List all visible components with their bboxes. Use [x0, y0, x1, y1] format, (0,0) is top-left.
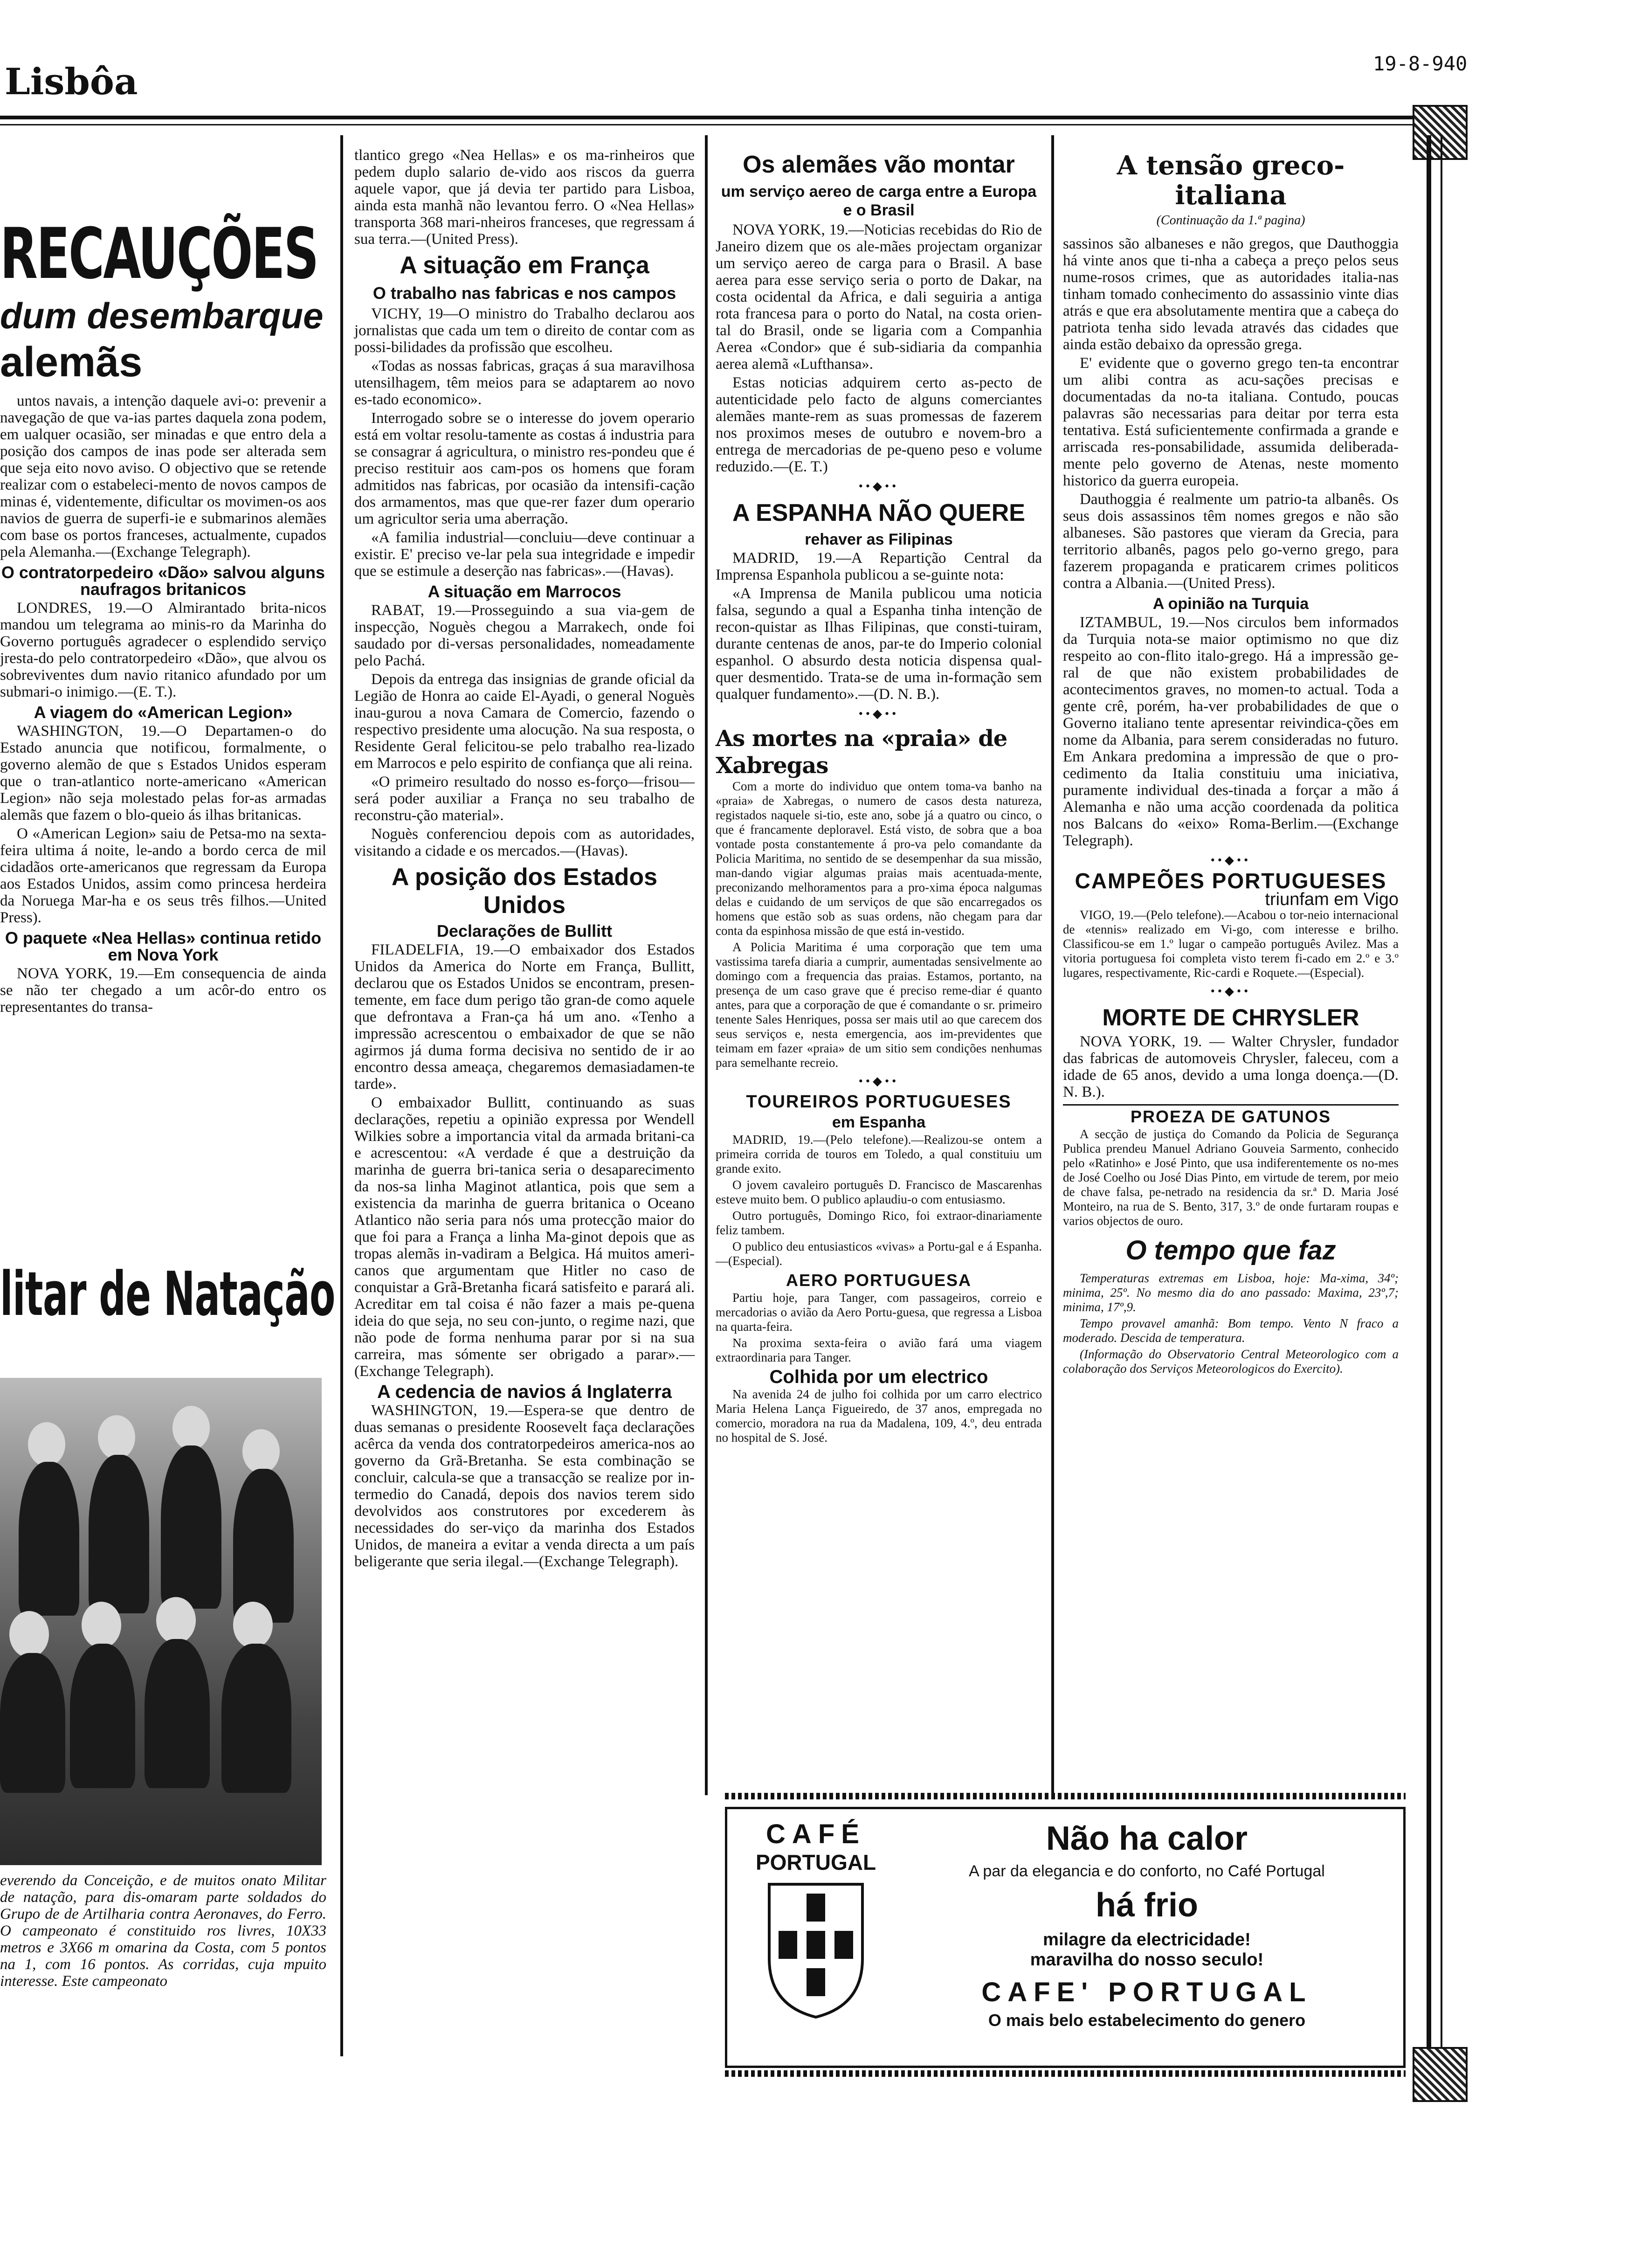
ad-line: milagre da electricidade! — [1043, 1930, 1251, 1950]
article-heading: O contratorpedeiro «Dão» salvou alguns naufragos britanicos — [1, 563, 325, 599]
article-text: WASHINGTON, 19.—Espera-se que dentro de duas semanas o presidente Roosevelt faça declarações acêrca da venda dos contratorpedeiros america-nos ao governo da Grã-Bretanha. Se esta combinação se concluir, calcula-se que a transacção se realize por in-termedio do Canadá, depois dos navios terem sido devolvidos aos construtores por excederem às necessidades do ser-viço da marinha dos Estados Unidos, de maneira a evitar a venda directa a um país beligerante que seria ilegal.—(Exchange Telegraph). — [354, 1402, 695, 1570]
article-text: «A Imprensa de Manila publicou uma noticia falsa, segundo a qual a Espanha tinha intenção de recon-quistar as Ilhas Filipinas, que consti-tuiram, durante centenas de anos, par-te do Imperio colonial espanhol. O absurdo desta noticia dispensa qual-quer desmentido. Trata-se de uma in-formação sem qualquer fundamento».—(D. N. B.). — [716, 585, 1042, 703]
article-text: VICHY, 19—O ministro do Trabalho declarou aos jornalistas que cada um tem o direito de contar com as possi-bilidades da profissão que escolheu. — [354, 305, 695, 356]
ad-border-top — [725, 1793, 1406, 1799]
article-text: Na avenida 24 de julho foi colhida por um carro electrico Maria Helena Lança Figueiredo, de 37 anos, empregada no comercio, moradora na rua da Madalena, 109, 4.º, deu entrada no hospital de S. José. — [716, 1387, 1042, 1445]
article-text: Na proxima sexta-feira o avião fará uma viagem extraordinaria para Tanger. — [716, 1336, 1042, 1364]
article-text: Depois da entrega das insignias de grande oficial da Legião de Honra ao caide El-Ayadi, o general Noguès inau-gurou a nova Camara de Comercio, fazendo o respectivo presidente uma alocução. Na sua resposta, o Residente Geral felicitou-se pelo trabalho rea-lizado em Marrocos e pelo espirito de confiança que ali reina. — [354, 671, 695, 772]
article-body-small — [716, 1133, 1042, 1268]
subhead-desembarque: dum desembarque — [0, 295, 324, 336]
article-text: A Policia Maritima é uma corporação que tem uma vastissima tarefa diaria a cumprir, aumentadas sensivelmente ao domingo com a frequencia das praias. Estamos, portanto, na presença de um caso grave que é preciso reme-diar é quanto antes, para que a corporação de que é comandante o sr. primeiro tenente Sales Henriques, possa ser mais util ao que carecem dos seus serviços e, nesta emergencia, aos im-previdentes que teimam em fazer «praia» de um sitio sem condições nenhumas para semelhante recreio. — [716, 940, 1042, 1070]
column-2 — [354, 147, 695, 1572]
shield-emblem-icon — [765, 1880, 867, 2019]
continuation-note: (Continuação da 1.ª pagina) — [1156, 213, 1305, 228]
article-subheading: em Espanha — [832, 1113, 926, 1131]
ad-headline: Não ha calor — [1046, 1820, 1248, 1857]
swimmers-photo — [0, 1378, 322, 1865]
article-heading: A posição dos Estados Unidos — [391, 864, 658, 919]
article-text: NOVA YORK, 19. — Walter Chrysler, fundador das fabricas de automoveis Chrysler, faleceu, com a idade de 65 anos, devido a uma longa doença.—(D. N. B.). — [1063, 1033, 1399, 1100]
ad-copy — [904, 1819, 1389, 2030]
caption-text: everendo da Conceição, e de muitos onato Militar de natação, para dis-omaram parte soldados do Grupo de de Artilharia contra Aeronaves, do Ferro. O campeonato é constituido ros livres, 10X33 metros e 3X66 m omarina da Costa, com 5 pontos na 1, com 16 pontos. As corridas, cuja mpuito interesse. Este campeonato — [0, 1872, 326, 1990]
article-heading: MORTE DE CHRYSLER — [1102, 1004, 1359, 1030]
headline-natacao: litar de Natação — [0, 1258, 335, 1329]
article-body-small — [1063, 908, 1399, 980]
subhead-alemas: alemãs — [0, 339, 143, 386]
article-text: Partiu hoje, para Tanger, com passageiros, correio e mercadorias o avião da Aero Portu-guesa, que regressa a Lisboa na quarta-feira. — [716, 1291, 1042, 1334]
ad-tagline: A par da elegancia e do conforto, no Café Portugal — [969, 1862, 1325, 1880]
logo-top-text: CAFÉ — [766, 1819, 866, 1849]
article-text: O embaixador Bullitt, continuando as suas declarações, repetiu a opinião expressa por Wendell Wilkies sobre a importancia vital da armada britani-ca e acrescentou: «A verdade é que a destruição da marinha de guerra bri-tanica seria o desaparecimento da nos-sa linha Maginot atlantica, pois que sem a existencia da marinha de guerra britanica o Oceano Atlantico não seria para nós uma protecção maior do que foi para a França a linha Ma-ginot depois que as tropas alemãs in-vadiram a Belgica. Há muitos ameri-canos que argumentam que Hitler no caso de conquistar a Grã-Bretanha ficará satisfeito e parará ali. Acreditar em tal coisa é não fazer a mais pe-quena ideia do que seja, no seu con-junto, o regime nazi, que não pode de forma nenhuma parar por si na sua carreira, mas sómente ser obrigado a parar».—(Exchange Telegraph). — [354, 1094, 695, 1380]
article-text: NOVA YORK, 19.—Noticias recebidas do Rio de Janeiro dizem que os ale-mães projectam organizar um serviço aereo de carga para o Brasil. A base aerea para esse serviço seria o porto de Dakar, na costa ocidental da Africa, e dali seguiria a antiga rota francesa para o porto do Natal, na costa orien-tal do Brasil, onde se ligaria com a Companhia Aerea «Condor» que é sub-sidiaria da companhia aerea alemã «Lufthansa». — [716, 221, 1042, 373]
column-3 — [716, 147, 1042, 1447]
article-text: Temperaturas extremas em Lisboa, hoje: Ma-xima, 34º; minima, 25º. No mesmo dia do ano passado: Maxima, 23º,7; minima, 17º,9. — [1063, 1271, 1399, 1314]
article-subheading: Declarações de Bullitt — [436, 921, 613, 940]
article-text: Tempo provavel amanhã: Bom tempo. Vento N fraco a moderado. Descida de temperatura. — [1063, 1316, 1399, 1345]
corner-ornament-bottom — [1413, 2047, 1468, 2102]
article-heading: Colhida por um electrico — [769, 1367, 988, 1387]
article-text: A secção de justiça do Comando da Policia de Segurança Publica prendeu Manuel Adriano Gouveia Sarmento, conhecido pelo «Ratinho» e José Pinto, que usa indiferentemente os no-mes de José Coelho ou José Dias Pinto, em virtude de terem, por meio de chave falsa, pe-netrado na residencia da sr.ª D. Maria José Monteiro, na rua de S. Bento, 317, 3.º de onde furtaram roupas e varios objectos de ouro. — [1063, 1127, 1399, 1228]
article-text: O jovem cavaleiro português D. Francisco de Mascarenhas esteve muito bem. O publico aplaudiu-o com entusiasmo. — [716, 1178, 1042, 1206]
article-text: Interrogado sobre se o interesse do jovem operario está em voltar resolu-tamente as costas á industria para se consagrar á agricultura, o ministro res-pondeu que é preciso restituir aos cam-pos os homens que foram admitidos nas fabricas, por ocasião da intensifi-cação dos armamentos, mas que que-rer fazer dum operario um agricultor seria uma aberração. — [354, 410, 695, 527]
article-text: Com a morte do individuo que ontem toma-va banho na «praia» de Xabregas, o numero de casos desta natureza, registados naquele si-tio, este ano, sobe já a quatro ou cinco, o que é francamente deploravel. Está visto, de sobra que a boa vontade posta constantemente á pro-va pelo comandante da Policia Maritima, no sentido de se desempenhar da sua missão, man-dando vigiar algumas praias mais acentuada-mente, preconizando melhoramentos para a pro-xima época nalgumas delas e cuidando de um serviços de que são encarregados os homens que estão sob as suas ordens, não chegam para dar conta da espinhosa missão de que está in-vestido. — [716, 779, 1042, 938]
article-heading: A viagem do «American Legion» — [34, 703, 293, 722]
article-text: «A familia industrial—concluiu—deve continuar a existir. E' preciso ve-lar pela sua integridade e impedir que se estimule a deserção nas fabricas».—(Havas). — [354, 529, 695, 580]
column-rule-2 — [705, 135, 708, 1795]
article-text: O «American Legion» saiu de Petsa-mo na sexta-feira ultima á noite, le-ando a bordo cerca de mil cidadãos orte-americanos que regressam da Europa aos Estados Unidos, assim como princesa herdeira da Noruega Mar-ha e os seus três filhos.—United Press). — [0, 825, 326, 926]
separator: ••◆•• — [1210, 853, 1251, 867]
article-heading: TOUREIROS PORTUGUESES — [746, 1092, 1012, 1112]
article-text: NOVA YORK, 19.—Em consequencia de ainda se não ter chegado a um acôr-do entro os representantes do transa- — [0, 965, 326, 1016]
article-subheading: rehaver as Filipinas — [805, 531, 953, 548]
article-text: «O primeiro resultado do nosso es-forço—frisou—será poder auxiliar a França no seu trabalho de reconstru-ção material». — [354, 774, 695, 824]
article-text: Outro português, Domingo Rico, foi extraor-dinariamente feliz tambem. — [716, 1209, 1042, 1237]
logo-bottom-text: PORTUGAL — [755, 1850, 876, 1874]
article-text: O publico deu entusiasticos «vivas» a Portu-gal e á Espanha.—(Especial). — [716, 1239, 1042, 1268]
cafe-portugal-ad — [725, 1807, 1406, 2068]
separator: ••◆•• — [1210, 984, 1251, 998]
masthead-title: Lisbôa — [5, 61, 138, 103]
article-text: tlantico grego «Nea Hellas» e os ma-rinheiros que pedem duplo salario de-vido aos riscos da guerra aquele vapor, que já devia ter partido para Lisboa, ainda esta manhã não levantou ferro. O «Nea Hellas» transporta 368 mari-nheiros franceses, que regressam á sua terra.—(United Press). — [354, 147, 695, 248]
top-rule-thin — [0, 124, 1436, 125]
corner-ornament-top — [1413, 105, 1468, 160]
separator: ••◆•• — [858, 1074, 899, 1088]
article-text: E' evidente que o governo grego ten-ta encontrar um alibi contra as acu-sações precisas e documentadas da no-ta italiana. Contudo, poucas palavras são necessarias para deitar por terra esta tentativa. Está suficientemente confirmada a grande e arriscada res-ponsabilidade, assumida deliberada-mente pelo governo de Atenas, neste momento historico da guerra europeia. — [1063, 355, 1399, 489]
article-heading: AERO PORTUGUESA — [786, 1271, 972, 1290]
article-heading: As mortes na «praia» de Xabregas — [716, 726, 1007, 779]
article-text: Estas noticias adquirem certo as-pecto de autenticidade pelo facto de alguns comerciantes alemães mante-rem as suas promessas de fazerem nos proximos meses de outubro e novem-bro a entrega de mercadorias de pe-queno peso e volume reduzido.—(E. T.) — [716, 374, 1042, 475]
article-heading: A situação em Marrocos — [427, 582, 621, 601]
article-heading: O paquete «Nea Hellas» continua retido em Nova York — [5, 928, 322, 964]
cafe-logo — [739, 1819, 893, 2022]
article-subheading: triunfam em Vigo — [1265, 890, 1399, 909]
article-body-small — [716, 1387, 1042, 1445]
separator: ••◆•• — [858, 707, 899, 720]
article-text: sassinos são albaneses e não gregos, que Dauthoggia há vinte anos que ti-nha a cabeça a preço pelos seus nume-rosos crimes, que as autoridades italia-nas tinham tomado conhecimento do assassinio vinte dias atrás e que era absolutamente mentira que a cabeça do patriota tenha sido levada através das cidades que ainda estão debaixo da opressão grega. — [1063, 235, 1399, 353]
top-rule — [0, 116, 1436, 119]
photo-caption — [0, 1872, 326, 1991]
ad-headline-2: há frio — [1095, 1887, 1198, 1924]
article-text: MADRID, 19.—(Pelo telefone).—Realizou-se ontem a primeira corrida de touros em Toledo, a qual constituiu um grande exito. — [716, 1133, 1042, 1175]
article-subheading: um serviço aereo de carga entre a Europa e o Brasil — [721, 183, 1037, 219]
article-text: «Todas as nossas fabricas, graças á sua maravilhosa utensilhagem, têm meios para se adaptarem ao novo es-tado economico». — [354, 358, 695, 408]
article-heading: A tensão greco-italiana — [1117, 150, 1345, 211]
article-heading: CAMPEÕES PORTUGUESES — [1075, 869, 1387, 893]
article-heading: A opinião na Turquia — [1152, 595, 1309, 613]
page-date: 19-8-940 — [1373, 52, 1468, 75]
article-heading: Os alemães vão montar — [743, 151, 1015, 178]
article-text: Noguès conferenciou depois com as autoridades, visitando a cidade e os mercados.—(Havas). — [354, 826, 695, 859]
article-text: untos navais, a intenção daquele avi-o: prevenir a navegação de que va-ias partes daquela zona podem, em ualquer ocasião, ser minadas e que entro dela a posição dos campos de inas pode ser alterada sem que seja eito novo aviso. O objectivo que se retende realizar com o estabeleci-mento de novos campos de minas é, videntemente, dificultar os movimen-os aos navios de guerra de superfi-ie e submarinos alemães com base os portos franceses, actualmente, cupados pela Alemanha.—(Exchange Telegraph). — [0, 393, 326, 560]
ad-slogan: O mais belo estabelecimento do genero — [988, 2011, 1306, 2030]
column-rule-1 — [340, 135, 343, 2056]
article-heading: A cedencia de navios á Inglaterra — [377, 1382, 672, 1402]
headline-precaucoes: RECAUÇÕES — [0, 214, 318, 295]
article-heading: A situação em França — [400, 252, 649, 279]
article-text: VIGO, 19.—(Pelo telefone).—Acabou o tor-neio internacional de «tennis» realizado em Vi-go, com interesse e brilho. Classificou-se em 1.º lugar o campeão português Avilez. Mas a vitoria portuguesa foi completa visto terem fi-cado em 2.º e 3.º lugares, respectivamente, Ric-cardi e Roquete.—(Especial). — [1063, 908, 1399, 980]
article-text: LONDRES, 19.—O Almirantado brita-nicos mandou um telegrama ao minis-ro da Marinha do Governo português agradecer o esplendido serviço jresta-do pelo contratorpedeiro «Dão», que alvou os sobreviventes dum navio ritanico afundado por um submari-o inimigo.—(E. T.). — [0, 600, 326, 700]
article-body-small — [1063, 1127, 1399, 1228]
article-subheading: O trabalho nas fabricas e nos campos — [372, 284, 676, 303]
ad-border-bottom — [725, 2070, 1406, 2077]
article-heading: A ESPANHA NÃO QUERE — [732, 499, 1025, 526]
article-text: FILADELFIA, 19.—O embaixador dos Estados Unidos da America do Norte em França, Bullitt, declarou que os Estados Unidos se encontram, presen-temente, em face dum perigo tão gran-de como aquele que defrontava a Fran-ça há um ano. «Tenho a impressão acrescentou o embaixador de que se não agirmos já duma forma decisiva no sentido de ir ao encontro dessa ameaça, chegaremos demasiadamen-te tarde». — [354, 941, 695, 1093]
article-heading: O tempo que faz — [1125, 1235, 1336, 1265]
article-text: Dauthoggia é realmente um patrio-ta albanês. Os seus dois assassinos têm nomes gregos e não são albaneses. São pastores que vieram da Grecia, para territorio albanês, pagos pelo go-verno grego, para fazerem propaganda e praticarem crimes politicos contra a Albania.—(United Press). — [1063, 491, 1399, 592]
ad-line: maravilha do nosso seculo! — [1030, 1950, 1264, 1970]
article-text: IZTAMBUL, 19.—Nos circulos bem informados da Turquia nota-se maior optimismo no que diz respeito ao con-flito italo-grego. Há a impressão ge-ral de que não existem probabilidades de acontecimentos graves, no momen-to actual. Toda a gente crê, porém, ha-ver probabilidades de que o Governo italiano tente apresentar reivindica-ções em nome da Albania, para serem consideradas no futuro. Em Ankara predomina a impressão de que o pro-cedimento da Italia constituiu uma iniciativa, puramente individual des-tinada a forçar a mão á Alemanha e não uma acção coordenada da politica nos Balcans do «eixo» Roma-Berlim.—(Exchange Telegraph). — [1063, 614, 1399, 849]
column-rule-3 — [1051, 135, 1054, 1795]
separator: ••◆•• — [858, 479, 899, 493]
article-body-small — [716, 779, 1042, 1070]
column-4 — [1063, 147, 1399, 1378]
ad-brand: CAFE' PORTUGAL — [981, 1977, 1312, 2007]
column-rule-right — [1427, 135, 1431, 2047]
article-text: MADRID, 19.—A Repartição Central da Imprensa Espanhola publicou a se-guinte nota: — [716, 550, 1042, 583]
article-text: WASHINGTON, 19.—O Departamen-o do Estado anuncia que notificou, formalmente, o governo alemão de que s Estados Unidos esperam que o tran-atlantico norte-americano «American Legion» não seja molestado pelas for-as armadas alemãs que fazem o blo-queio ás ilhas britanicas. — [0, 723, 326, 823]
weather-report — [1063, 1271, 1399, 1376]
article-heading: PROEZA DE GATUNOS — [1063, 1104, 1399, 1125]
article-text: (Informação do Observatorio Central Meteorologico com a colaboração dos Serviços Meteorologicos do Exercito). — [1063, 1347, 1399, 1376]
article-body-small — [716, 1291, 1042, 1365]
column-rule-right-thin — [1441, 135, 1442, 2047]
column-1 — [0, 214, 326, 1017]
article-text: RABAT, 19.—Prosseguindo a sua via-gem de inspecção, Noguès chegou a Marrakech, onde foi saudado por di-versas personalidades, nomeadamente pelo Pachá. — [354, 602, 695, 669]
